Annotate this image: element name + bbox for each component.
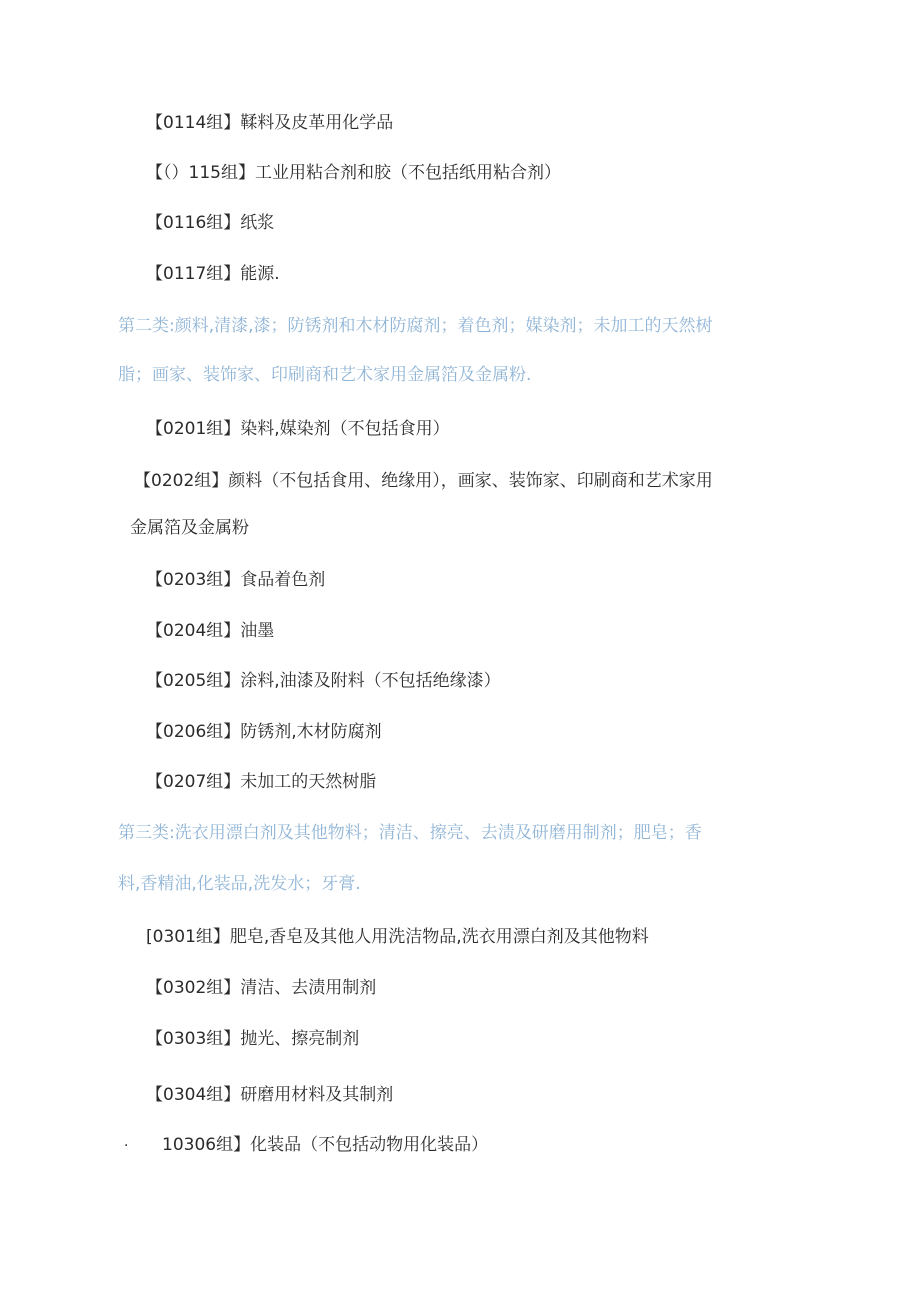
group-0306: 10306组】化装品（不包括动物用化装品）	[162, 1135, 489, 1155]
group-0302: 【0302组】清洁、去渍用制剂	[146, 978, 377, 998]
group-0204: 【0204组】油墨	[146, 621, 275, 641]
group-0206: 【0206组】防锈剂,木材防腐剂	[146, 722, 382, 742]
bullet-mark: ·	[124, 1138, 129, 1154]
class-3-heading-line-2: 料,香精油,化装品,洗发水；牙膏.	[118, 874, 361, 894]
group-0303: 【0303组】抛光、擦亮制剂	[146, 1029, 360, 1049]
group-0202-line-1: 【0202组】颜料（不包括食用、绝缘用），画家、装饰家、印刷商和艺术家用	[134, 471, 713, 491]
class-3-heading-line-1: 第三类:洗衣用漂白剂及其他物料；清洁、擦亮、去渍及研磨用制剂；肥皂；香	[118, 823, 702, 843]
group-0114: 【0114组】鞣料及皮革用化学品	[146, 113, 394, 133]
group-0207: 【0207组】未加工的天然树脂	[146, 772, 377, 792]
group-0205: 【0205组】涂料,油漆及附料（不包括绝缘漆）	[146, 671, 501, 691]
group-0116: 【0116组】纸浆	[146, 213, 275, 233]
class-2-heading-line-1: 第二类:颜料,清漆,漆；防锈剂和木材防腐剂；着色剂；媒染剂；未加工的天然树	[118, 316, 713, 336]
class-2-heading-line-2: 脂；画家、装饰家、印刷商和艺术家用金属箔及金属粉.	[118, 365, 532, 385]
group-0201: 【0201组】染料,媒染剂（不包括食用）	[146, 419, 450, 439]
group-0115: 【（）115组】工业用粘合剂和胶（不包括纸用粘合剂）	[146, 163, 561, 183]
group-0117: 【0117组】能源.	[146, 264, 280, 284]
group-0304: 【0304组】研磨用材料及其制剂	[146, 1085, 394, 1105]
group-0203: 【0203组】食品着色剂	[146, 570, 326, 590]
group-0202-line-2: 金属箔及金属粉	[130, 518, 249, 538]
group-0301: [0301组】肥皂,香皂及其他人用洗洁物品,洗衣用漂白剂及其他物料	[146, 927, 649, 947]
